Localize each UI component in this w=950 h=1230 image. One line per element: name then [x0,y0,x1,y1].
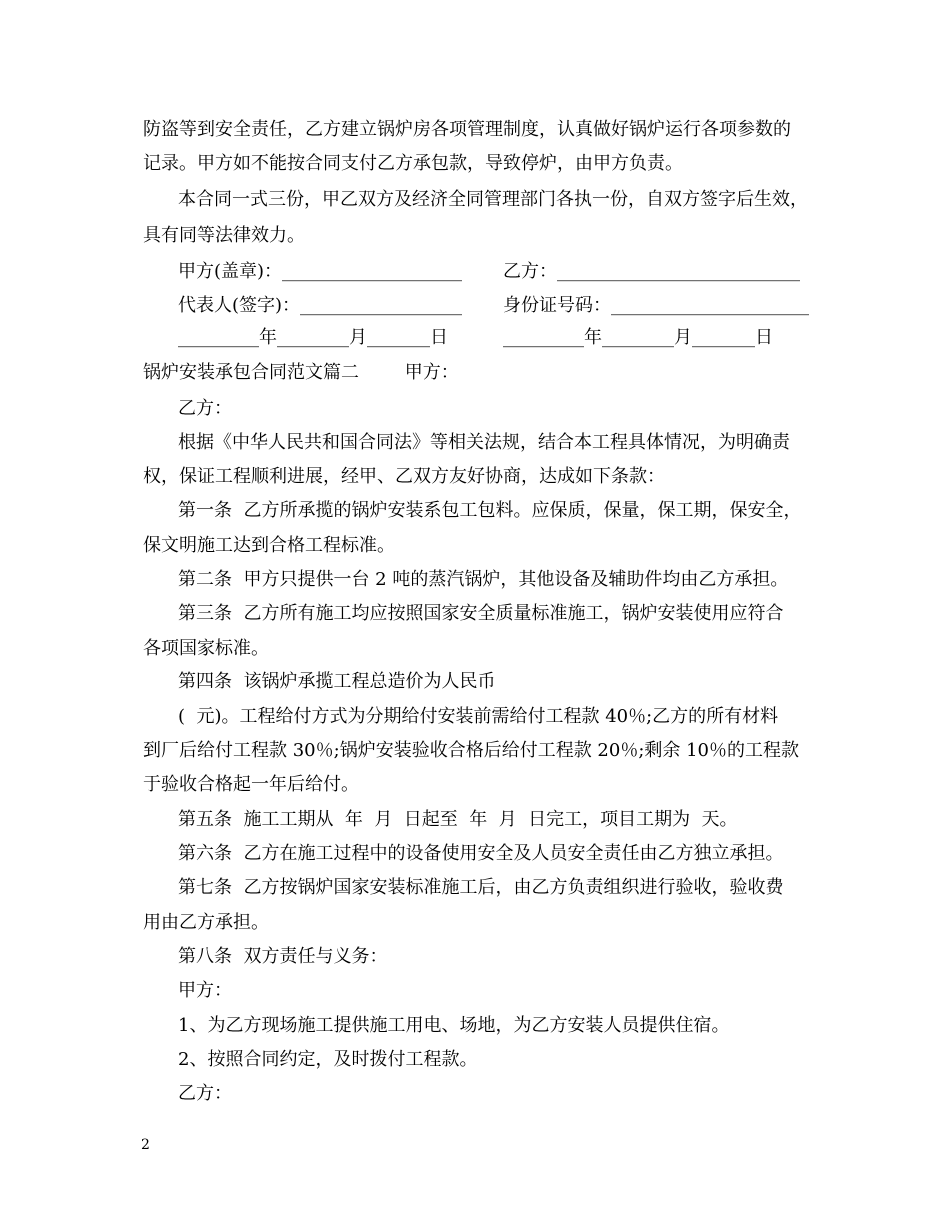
representative-signature-field: 代表人(签字)：__________________ [178,295,463,316]
page-number: 2 [141,1137,150,1153]
section-heading: 锅炉安装承包合同范文篇二 甲方： [143,362,459,383]
paragraph-line: 本合同一式三份，甲乙双方及经济全同管理部门各执一份，自双方签字后生效， [178,189,808,210]
paragraph-line: 记录。甲方如不能按合同支付乙方承包款，导致停炉，由甲方负责。 [143,153,683,174]
paragraph-line: 各项国家标准。 [143,638,269,659]
paragraph-line: 到厂后给付工程款 30％;锅炉安装验收合格后给付工程款 20％;剩余 10％的工程款 [143,740,800,761]
paragraph-line: 于验收合格起一年后给付。 [143,774,359,795]
party-b-signature-field: 乙方：___________________________ [503,261,800,282]
paragraph-line: 保文明施工达到合格工程标准。 [143,535,395,556]
clause-line: 第三条 乙方所有施工均应按照国家安全质量标准施工，锅炉安装使用应符合 [178,603,784,624]
paragraph-line: 防盗等到安全责任，乙方建立锅炉房各项管理制度，认真做好锅炉运行各项参数的 [143,119,791,140]
clause-line: 第六条 乙方在施工过程中的设备使用安全及人员安全责任由乙方独立承担。 [178,843,784,864]
paragraph-line: 乙方： [178,1083,232,1104]
paragraph-line: 乙方： [178,398,232,419]
paragraph-line: 用由乙方承担。 [143,912,269,933]
paragraph-line: 权，保证工程顺利进展，经甲、乙双方友好协商，达成如下条款： [143,466,665,487]
date-field-right: _________年________月_______日 [503,327,773,348]
date-field-left: _________年________月_______日 [178,327,448,348]
list-item: 2、按照合同约定，及时拨付工程款。 [178,1049,478,1070]
clause-line: 第二条 甲方只提供一台 2 吨的蒸汽锅炉，其他设备及辅助件均由乙方承担。 [178,569,789,590]
clause-line: 第八条 双方责任与义务： [178,946,388,967]
id-number-field: 身份证号码：______________________ [503,295,809,316]
clause-line: 第七条 乙方按锅炉国家安装标准施工后，由乙方负责组织进行验收，验收费 [178,877,784,898]
party-a-signature-field: 甲方(盖章)：____________________ [178,261,463,282]
paragraph-line: ( 元)。工程给付方式为分期给付安装前需给付工程款 40％;乙方的所有材料 [178,706,779,727]
clause-line: 第五条 施工工期从 年 月 日起至 年 月 日完工，项目工期为 天。 [178,809,738,830]
clause-line: 第四条 该锅炉承揽工程总造价为人民币 [178,671,496,692]
clause-line: 第一条 乙方所承揽的锅炉安装系包工包料。应保质，保量，保工期，保安全， [178,500,802,521]
paragraph-line: 具有同等法律效力。 [143,225,305,246]
list-item: 1、为乙方现场施工提供施工用电、场地，为乙方安装人员提供住宿。 [178,1015,730,1036]
paragraph-line: 根据《中华人民共和国合同法》等相关法规，结合本工程具体情况，为明确责 [178,432,790,453]
paragraph-line: 甲方： [178,980,232,1001]
